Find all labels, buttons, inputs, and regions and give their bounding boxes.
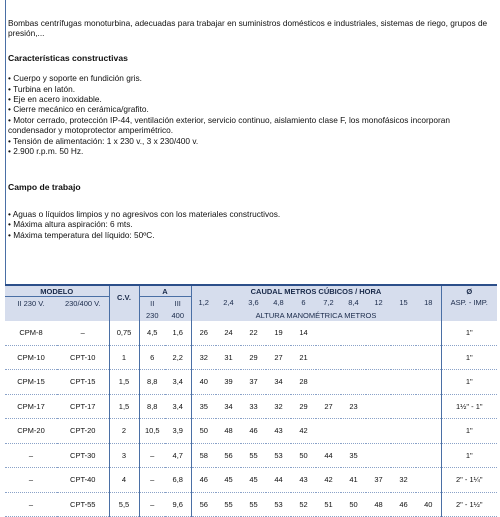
head-cell: 52 [291,492,316,517]
amps-mono-cell: 6 [139,345,165,370]
table-row [5,370,497,395]
table-row [5,419,497,444]
header-cv: C.V. [109,285,139,309]
diameter-cell: 1½" - 1" [441,394,497,419]
work-list [8,209,496,240]
head-cell: 31 [216,345,241,370]
head-cell: 48 [366,492,391,517]
head-cell: 24 [216,321,241,345]
diameter-cell: 2" - 1½" [441,492,497,517]
amps-tri-cell: 6,8 [165,468,191,493]
head-cell: 45 [241,468,266,493]
specs-table-body [5,321,497,517]
head-cell: 27 [266,345,291,370]
head-cell: 19 [266,321,291,345]
amps-tri-cell: 3,9 [165,419,191,444]
features-heading: Características constructivas [8,52,128,63]
head-cell: 42 [291,419,316,444]
diameter-cell: 2" - 1¼" [441,468,497,493]
head-cell [366,419,391,444]
head-cell: 56 [216,443,241,468]
head-cell: 46 [241,419,266,444]
head-cell: 50 [341,492,366,517]
amps-tri-cell: 3,4 [165,370,191,395]
list-item: • Máxima altura aspiración: 6 mts. [8,219,496,229]
header-a-tri: III [165,297,191,310]
list-item: • Turbina en latón. [8,84,496,94]
list-item: • Cuerpo y soporte en fundición gris. [8,73,496,83]
head-cell: 51 [316,492,341,517]
page-left-border [5,0,6,285]
cv-cell: 4 [109,468,139,493]
head-cell: 32 [391,468,416,493]
model-mono-cell: CPM-8 [5,321,57,345]
model-tri-cell: CPT-20 [57,419,109,444]
header-amps: A [139,285,191,297]
amps-tri-cell: 9,6 [165,492,191,517]
list-item: • Eje en acero inoxidable. [8,94,496,104]
head-cell: 46 [391,492,416,517]
head-cell: 53 [266,443,291,468]
specs-table-wrap [5,284,497,509]
head-cell: 26 [191,321,216,345]
header-flow: 8,4 [341,297,366,310]
header-flow: 1,2 [191,297,216,310]
header-flow: 3,6 [241,297,266,310]
intro-text: Bombas centrífugas monoturbina, adecuadas para trabajar en suministros domésticos e industriales, sistemas de riego, grupos de presión,... [8,18,488,39]
head-cell: 28 [291,370,316,395]
diameter-cell: 1" [441,370,497,395]
head-cell: 44 [316,443,341,468]
cv-cell: 1,5 [109,370,139,395]
cv-cell: 3 [109,443,139,468]
list-item: • Tensión de alimentación: 1 x 230 v., 3 x 230/400 v. [8,136,496,146]
head-cell [391,321,416,345]
head-cell: 44 [266,468,291,493]
header-modelo: MODELO [5,285,109,297]
head-cell: 39 [216,370,241,395]
head-cell: 23 [341,394,366,419]
model-tri-cell: CPT-40 [57,468,109,493]
header-flow: 18 [416,297,441,310]
amps-tri-cell: 1,6 [165,321,191,345]
model-mono-cell: CPM-15 [5,370,57,395]
head-cell [391,394,416,419]
model-mono-cell: – [5,492,57,517]
header-asp: ASP. - IMP. [441,297,497,310]
head-cell: 34 [216,394,241,419]
amps-mono-cell: 8,8 [139,370,165,395]
header-diam: Ø [441,285,497,297]
list-item: • 2.900 r.p.m. 50 Hz. [8,146,496,156]
header-tri: 230/400 V. [57,297,109,310]
cv-cell: 0,75 [109,321,139,345]
head-cell [391,419,416,444]
specs-table [5,284,497,517]
list-item: • Máxima temperatura del líquido: 50ºC. [8,230,496,240]
head-cell [391,370,416,395]
model-mono-cell: CPM-10 [5,345,57,370]
head-cell: 21 [291,345,316,370]
table-row [5,394,497,419]
head-cell: 32 [191,345,216,370]
model-tri-cell: CPT-10 [57,345,109,370]
list-item: • Aguas o líquidos limpios y no agresivos con los materiales constructivos. [8,209,496,219]
table-row [5,492,497,517]
head-cell [416,394,441,419]
head-cell [316,345,341,370]
head-cell: 34 [266,370,291,395]
head-cell: 50 [191,419,216,444]
diameter-cell: 1" [441,443,497,468]
header-mono: II 230 V. [5,297,57,310]
features-list [8,73,496,156]
amps-tri-cell: 2,2 [165,345,191,370]
table-row [5,345,497,370]
head-cell: 27 [316,394,341,419]
head-cell: 58 [191,443,216,468]
cv-cell: 1 [109,345,139,370]
header-a-tri-v: 400 [165,309,191,321]
model-mono-cell: CPM-20 [5,419,57,444]
head-cell: 53 [266,492,291,517]
head-cell [341,419,366,444]
head-cell [316,419,341,444]
head-cell [416,345,441,370]
head-cell [366,321,391,345]
head-cell [391,345,416,370]
head-cell [366,443,391,468]
model-tri-cell: CPT-55 [57,492,109,517]
header-a-mono-v: 230 [139,309,165,321]
head-cell: 40 [191,370,216,395]
list-item: • Motor cerrado, protección IP-44, ventilación exterior, servicio continuo, aislamiento clase F, los monofásicos incorporan condensador y motoprotector amperimétrico. [8,115,496,136]
head-cell: 48 [216,419,241,444]
list-item: • Cierre mecánico en cerámica/grafito. [8,104,496,114]
amps-mono-cell: 4,5 [139,321,165,345]
head-cell [391,443,416,468]
model-tri-cell: CPT-15 [57,370,109,395]
header-flow: 2,4 [216,297,241,310]
cv-cell: 2 [109,419,139,444]
document-body [8,18,496,240]
head-cell [366,394,391,419]
head-cell: 46 [191,468,216,493]
head-cell: 43 [266,419,291,444]
head-cell: 43 [291,468,316,493]
head-cell [366,345,391,370]
head-cell: 32 [266,394,291,419]
head-cell [341,345,366,370]
model-mono-cell: – [5,443,57,468]
amps-tri-cell: 4,7 [165,443,191,468]
diameter-cell: 1" [441,419,497,444]
head-cell [341,321,366,345]
header-caudal: CAUDAL METROS CÚBICOS / HORA [191,285,441,297]
head-cell: 56 [191,492,216,517]
head-cell [416,321,441,345]
head-cell [416,468,441,493]
model-mono-cell: – [5,468,57,493]
head-cell [416,443,441,468]
head-cell: 29 [241,345,266,370]
amps-tri-cell: 3,4 [165,394,191,419]
head-cell [416,370,441,395]
model-tri-cell: CPT-17 [57,394,109,419]
header-altura: ALTURA MANOMÉTRICA METROS [191,309,441,321]
head-cell [341,370,366,395]
head-cell: 42 [316,468,341,493]
head-cell [366,370,391,395]
model-tri-cell: CPT-30 [57,443,109,468]
work-heading: Campo de trabajo [8,182,81,193]
head-cell: 40 [416,492,441,517]
head-cell [316,321,341,345]
header-flow: 7,2 [316,297,341,310]
amps-mono-cell: 10,5 [139,419,165,444]
head-cell: 35 [191,394,216,419]
amps-mono-cell: – [139,492,165,517]
header-flow: 6 [291,297,316,310]
cv-cell: 1,5 [109,394,139,419]
head-cell: 55 [216,492,241,517]
header-a-mono: II [139,297,165,310]
header-flow: 15 [391,297,416,310]
table-row [5,321,497,345]
head-cell: 55 [241,492,266,517]
head-cell: 37 [366,468,391,493]
head-cell [416,419,441,444]
amps-mono-cell: – [139,443,165,468]
head-cell: 14 [291,321,316,345]
head-cell: 22 [241,321,266,345]
head-cell: 29 [291,394,316,419]
table-row [5,468,497,493]
model-tri-cell: – [57,321,109,345]
cv-cell: 5,5 [109,492,139,517]
header-flow: 4,8 [266,297,291,310]
head-cell: 41 [341,468,366,493]
head-cell [316,370,341,395]
model-mono-cell: CPM-17 [5,394,57,419]
head-cell: 55 [241,443,266,468]
table-row [5,443,497,468]
diameter-cell: 1" [441,321,497,345]
amps-mono-cell: 8,8 [139,394,165,419]
diameter-cell: 1" [441,345,497,370]
amps-mono-cell: – [139,468,165,493]
header-flow: 12 [366,297,391,310]
head-cell: 45 [216,468,241,493]
head-cell: 50 [291,443,316,468]
head-cell: 33 [241,394,266,419]
head-cell: 35 [341,443,366,468]
head-cell: 37 [241,370,266,395]
